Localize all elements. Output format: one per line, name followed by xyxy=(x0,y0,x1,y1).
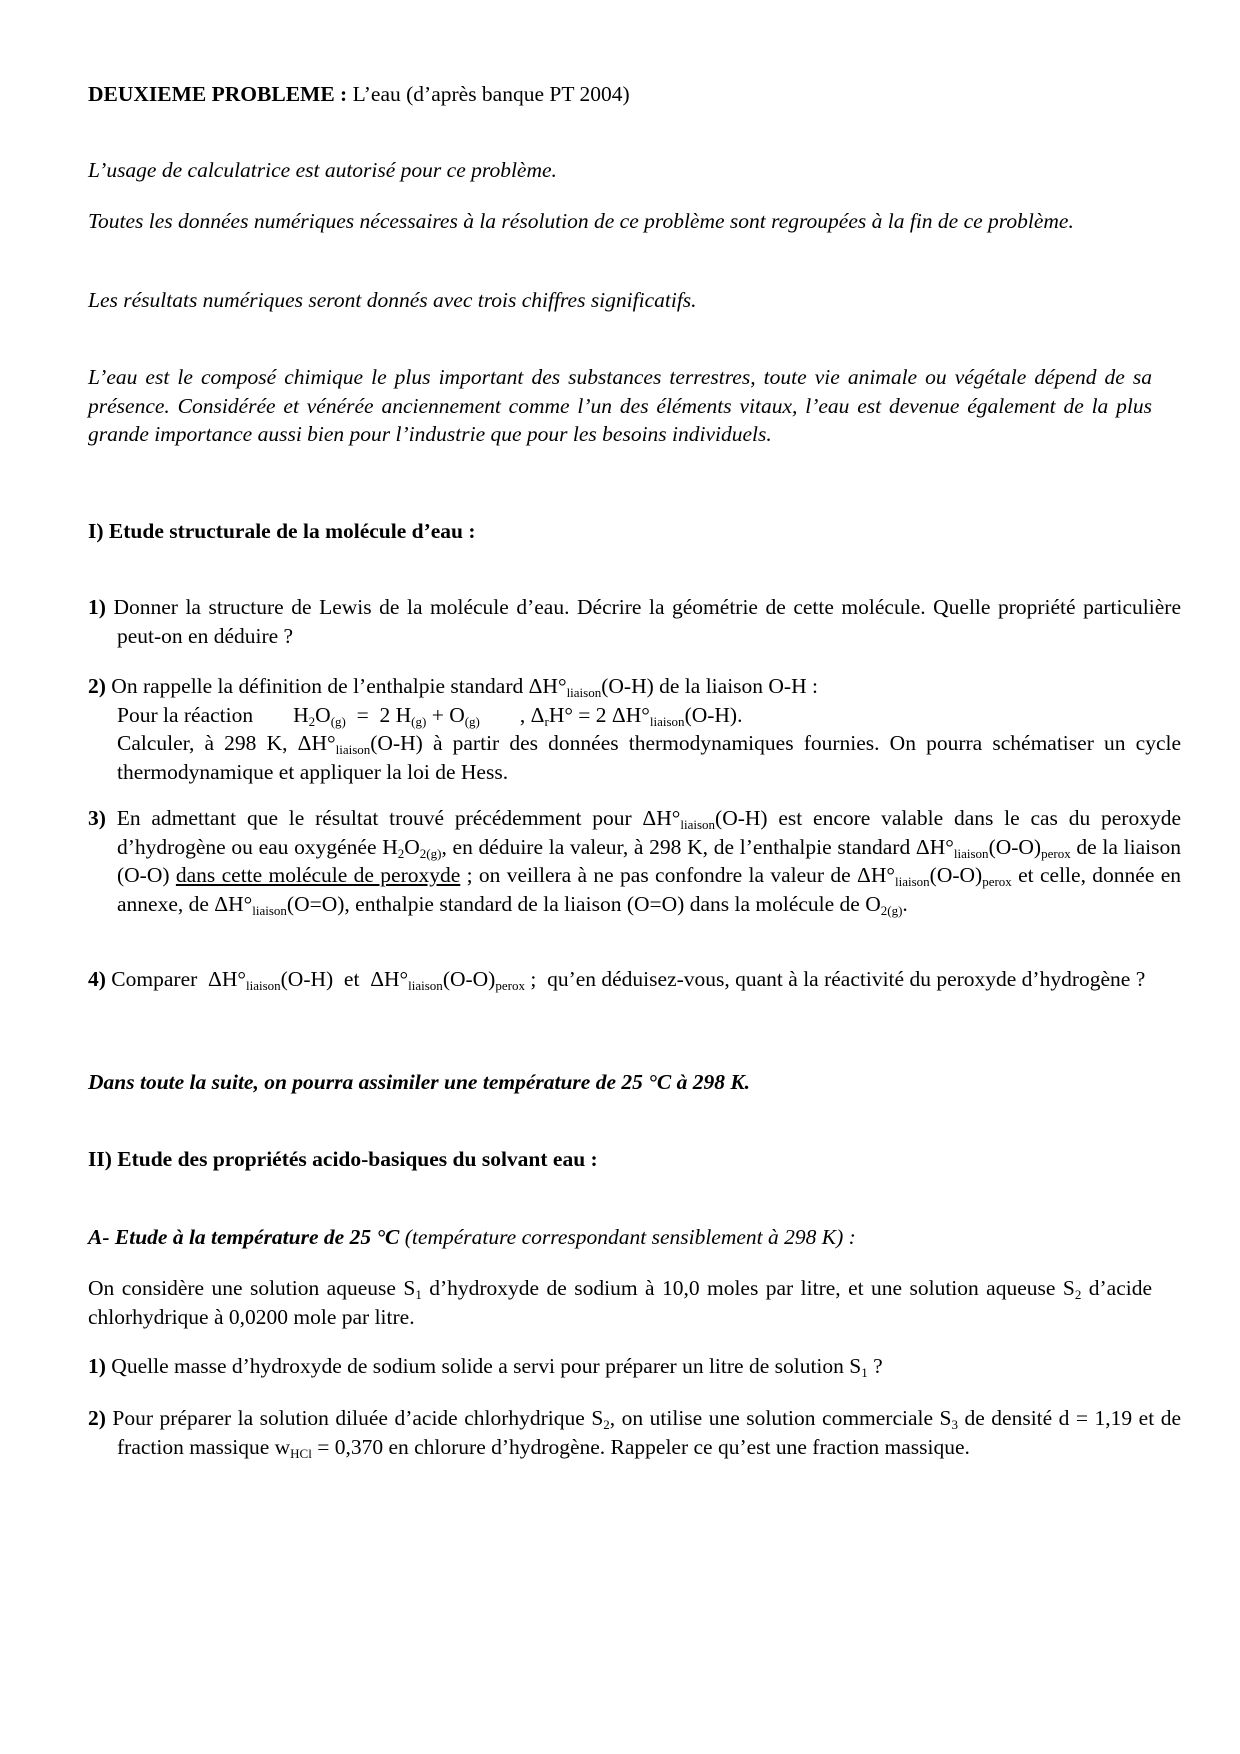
section-1-question-4: 4) Comparer $\Delta H^\circ_{liaison}(O-H)$ et $\Delta H^\circ_{liaison}(O-O)_{perox}$ ; qu’en déduisez-vous, quant à la réactivité du peroxyde d’hydrogène ? xyxy=(88,967,1146,993)
section-2-subsection-a xyxy=(88,1223,1152,1252)
question-2-line-3: Calculer, à 298 K, $\Delta H^\circ_{liaison}(O-H)$ à partir des données thermodynamiques fournies. On pourra schématiser un cycle thermodynamique et appliquer la loi de Hess. xyxy=(117,731,1182,784)
section-1-question-3: 3) En admettant que le résultat trouvé précédemment pour $\Delta H^\circ_{liaison}(O-H)$ est encore valable dans le cas du peroxyde d’hydrogène ou eau oxygénée $H_2O_{2(g)}$, en déduire la valeur, à 298 K, de l’enthalpie standard $\Delta H^\circ_{liaison}(O-O)_{perox}$ de la liaison (O-O) dans cette molécule de peroxyde ; on veillera à ne pas confondre la valeur de $\Delta H^\circ_{liaison}(O-O)_{perox}$ et celle, donnée en annexe, de $\Delta H^\circ_{liaison}(O=O)$, enthalpie standard de la liaison (O=O) dans la molécule de $O_{2(g)}$. xyxy=(88,806,1181,918)
section-2-question-1: 1) Quelle masse d’hydroxyde de sodium solide a servi pour préparer un litre de solution $S_1$ ? xyxy=(88,1354,883,1380)
section-1-question-1 xyxy=(88,593,1181,650)
problem-title xyxy=(88,80,1152,109)
subsection-a-bold: A- Etude à la température de 25 °C xyxy=(88,1225,400,1249)
section-1-question-2 xyxy=(88,672,1181,786)
section-2-title: II) Etude des propriétés acido-basiques du solvant eau : xyxy=(88,1147,598,1171)
problem-title-rest: L’eau (d’après banque PT 2004) xyxy=(352,82,630,106)
intro-paragraph: L’eau est le composé chimique le plus important des substances terrestres, toute vie animale ou végétale dépend de sa présence. Considérée et vénérée anciennement comme l’un des éléments vitaux, l’eau est devenue également de la plus grande importance aussi bien pour l’industrie que pour les besoins individuels. xyxy=(88,365,1152,446)
question-number: 1) xyxy=(88,1354,106,1378)
question-number: 3) xyxy=(88,806,106,830)
problem-title-bold: DEUXIEME PROBLEME : xyxy=(88,82,348,106)
question-text: Donner la structure de Lewis de la molécule d’eau. Décrire la géométrie de cette molécule. Quelle propriété particulière peut-on en déduire ? xyxy=(113,595,1181,648)
question-number: 4) xyxy=(88,967,106,991)
question-2-line-1: 2) On rappelle la définition de l’enthalpie standard $\Delta H^\circ_{liaison}(O-H)$ de la liaison O-H : xyxy=(88,674,818,700)
question-number: 2) xyxy=(88,1406,106,1430)
section-2-intro: On considère une solution aqueuse $S_1$ d’hydroxyde de sodium à 10,0 moles par litre, et une solution aqueuse $S_2$ d’acide chlorhydrique à 0,0200 mole par litre. xyxy=(88,1276,1152,1329)
question-number: 2) xyxy=(88,674,106,698)
subsection-a-rest: (température correspondant sensiblement à 298 K) : xyxy=(404,1225,856,1249)
section-2-question-2: 2) Pour préparer la solution diluée d’acide chlorhydrique $S_2$, on utilise une solution commerciale $S_3$ de densité d = 1,19 et de fraction massique $w_{HCl} = 0,370$ en chlorure d’hydrogène. Rappeler ce qu’est une fraction massique. xyxy=(88,1406,1181,1461)
instruction-figures: Les résultats numériques seront donnés avec trois chiffres significatifs. xyxy=(88,288,697,312)
instruction-data: Toutes les données numériques nécessaires à la résolution de ce problème sont regroupées à la fin de ce problème. xyxy=(88,209,1074,233)
question-number: 1) xyxy=(88,595,106,619)
temperature-note: Dans toute la suite, on pourra assimiler une température de 25 °C à 298 K. xyxy=(88,1070,751,1094)
section-1-title: I) Etude structurale de la molécule d’eau : xyxy=(88,519,476,543)
reaction-equation: Pour la réaction $H_2O_{(g)} = 2$ $H_{(g)} + O_{(g)}$ , $\Delta_rH^\circ = 2$ $\Delta H^\circ_{liaison}(O-H)$. xyxy=(117,702,743,729)
instruction-calculator: L’usage de calculatrice est autorisé pour ce problème. xyxy=(88,158,557,182)
